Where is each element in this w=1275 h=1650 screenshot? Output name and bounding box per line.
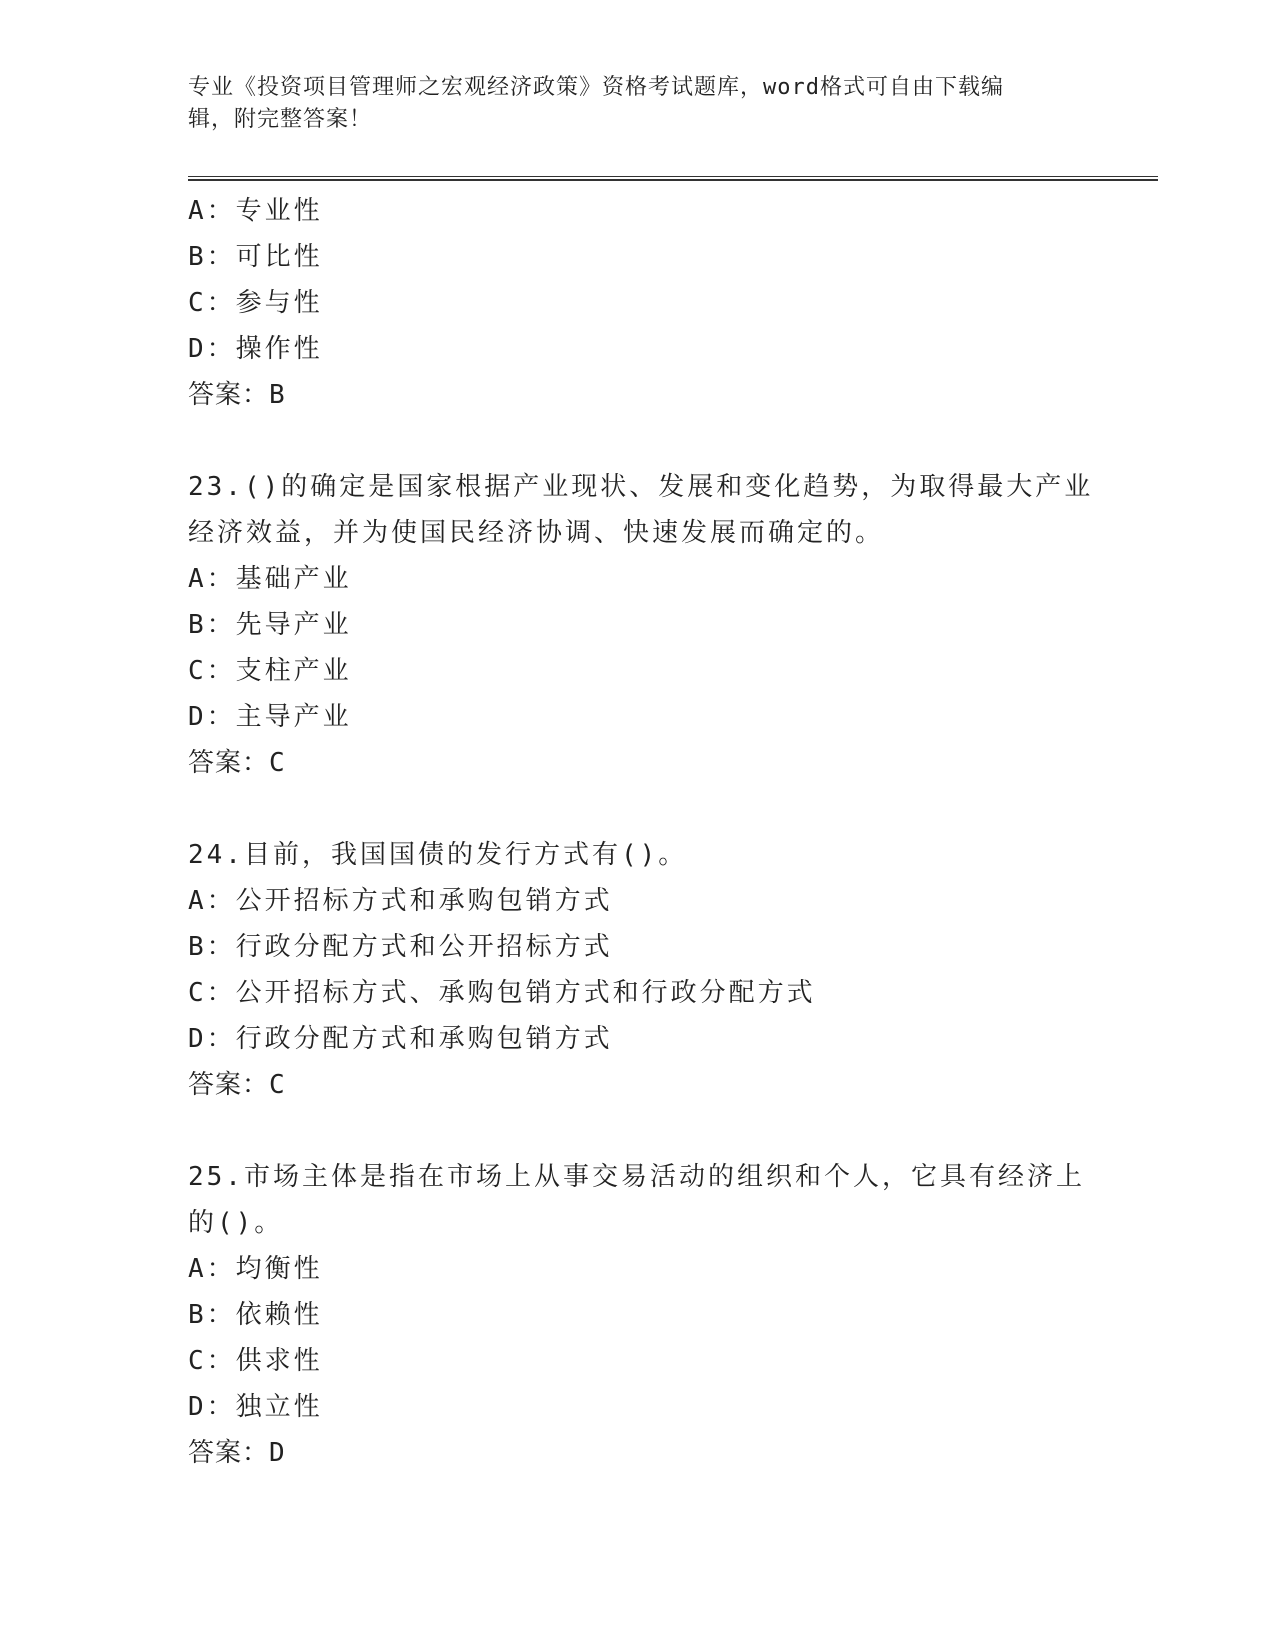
question-24 [188, 832, 1088, 1108]
question-stem-line-1: 25.市场主体是指在市场上从事交易活动的组织和个人，它具有经济上 [188, 1162, 1085, 1192]
header-divider [188, 176, 1158, 181]
option-b: B：依赖性 [188, 1300, 323, 1330]
option-d: D：独立性 [188, 1392, 323, 1422]
option-c: C：公开招标方式、承购包销方式和行政分配方式 [188, 978, 816, 1008]
question-stem-line-2: 经济效益，并为使国民经济协调、快速发展而确定的。 [188, 518, 885, 548]
option-b: B：行政分配方式和公开招标方式 [188, 932, 613, 962]
question-23 [188, 464, 1094, 786]
option-b: B：先导产业 [188, 610, 352, 640]
question-22-tail [188, 188, 1088, 418]
spacer [188, 786, 1088, 832]
option-d: D：主导产业 [188, 702, 352, 732]
header-line-1: 专业《投资项目管理师之宏观经济政策》资格考试题库，word格式可自由下载编 [188, 75, 1004, 100]
option-a: A：专业性 [188, 196, 323, 226]
option-d: D：行政分配方式和承购包销方式 [188, 1024, 613, 1054]
option-c: C：供求性 [188, 1346, 323, 1376]
answer: 答案：D [188, 1438, 286, 1468]
question-stem-line-2: 的()。 [188, 1208, 284, 1238]
option-b: B：可比性 [188, 242, 323, 272]
question-stem-line-1: 23.()的确定是国家根据产业现状、发展和变化趋势，为取得最大产业 [188, 472, 1094, 502]
answer: 答案：B [188, 380, 286, 410]
page-header [188, 72, 1088, 136]
question-list [188, 188, 1094, 1476]
option-c: C：参与性 [188, 288, 323, 318]
answer: 答案：C [188, 748, 286, 778]
option-a: A：基础产业 [188, 564, 352, 594]
header-line-2: 辑，附完整答案！ [188, 107, 373, 132]
answer: 答案：C [188, 1070, 286, 1100]
option-a: A：均衡性 [188, 1254, 323, 1284]
option-d: D：操作性 [188, 334, 323, 364]
question-25 [188, 1154, 1088, 1476]
spacer [188, 418, 1088, 464]
option-c: C：支柱产业 [188, 656, 352, 686]
option-a: A：公开招标方式和承购包销方式 [188, 886, 613, 916]
question-stem-line-1: 24.目前，我国国债的发行方式有()。 [188, 840, 688, 870]
spacer [188, 1108, 1088, 1154]
